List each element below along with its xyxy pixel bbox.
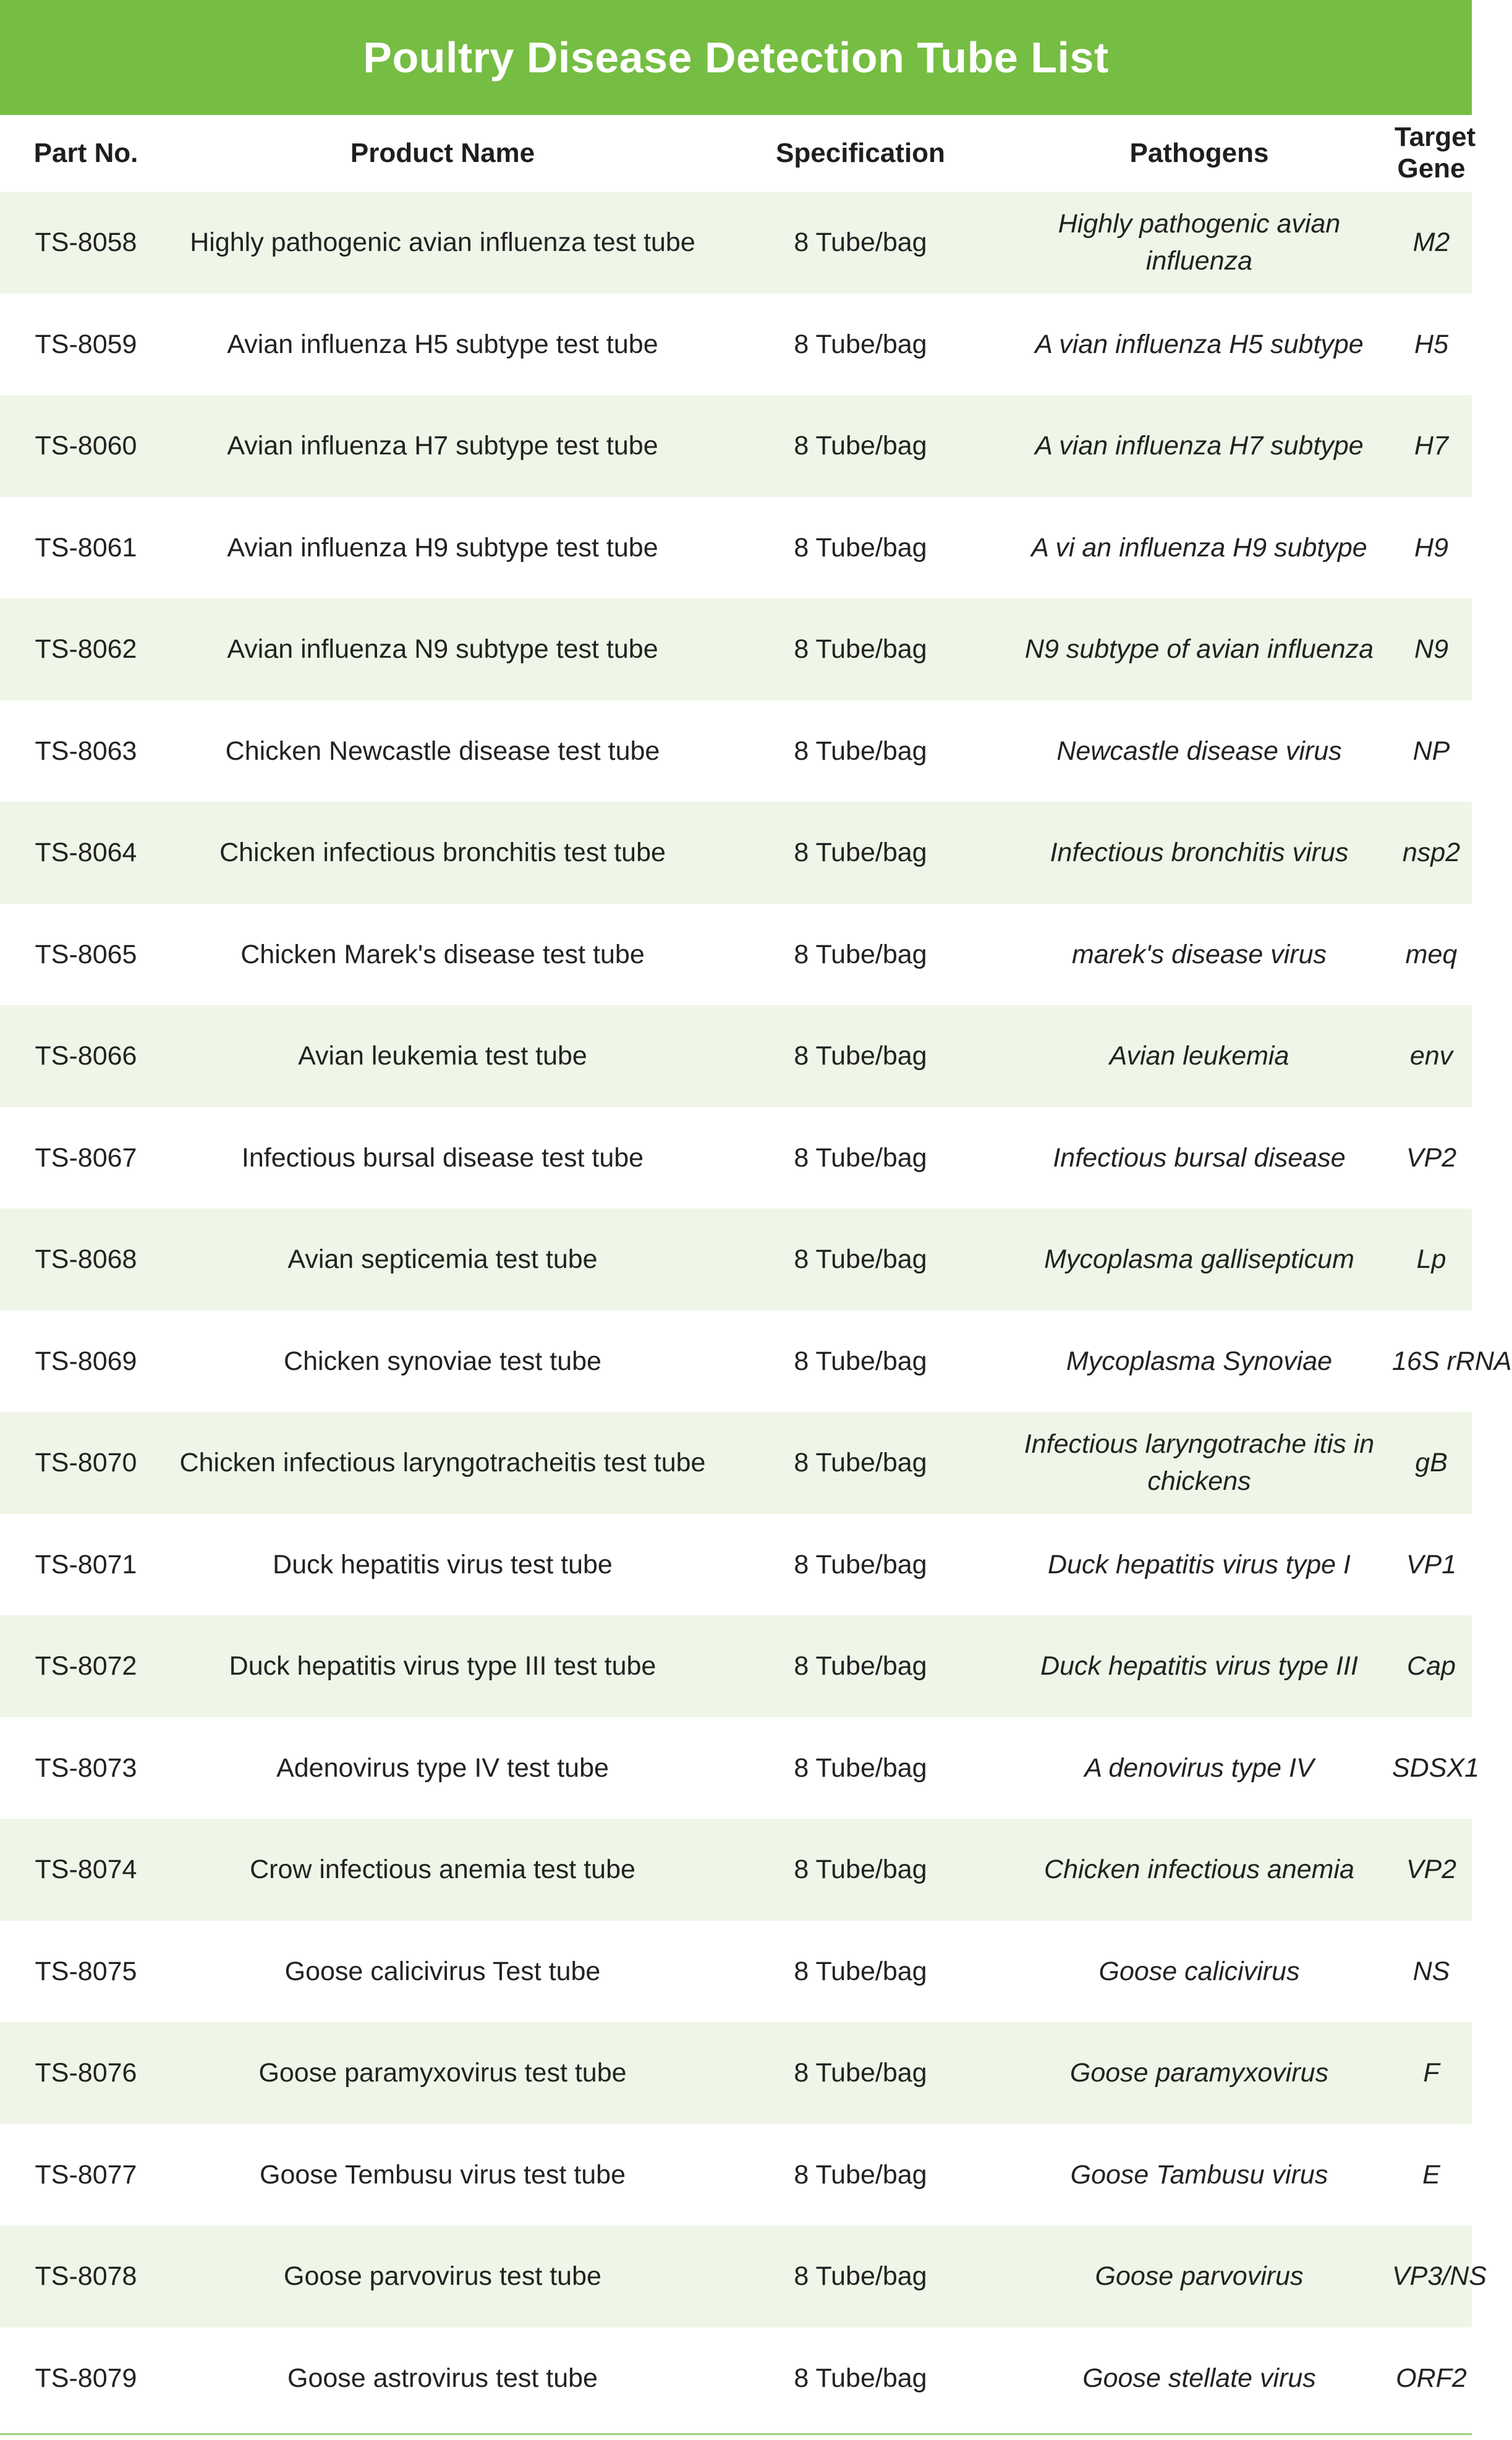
table-row [0, 1921, 1472, 2023]
cell-product-name: Avian influenza H9 subtype test tube [227, 532, 658, 563]
cell-pathogen: marek's disease virus [1071, 939, 1327, 969]
header-pathogens: Pathogens [1008, 115, 1391, 192]
cell-target-gene: env [1409, 1041, 1453, 1071]
cell-product-name: Chicken infectious laryngotracheitis test tube [179, 1448, 706, 1478]
cell-part-no: TS-8074 [35, 1855, 137, 1885]
cell-target-gene: NP [1412, 736, 1450, 766]
cell-target-gene: N9 [1414, 634, 1448, 665]
cell-specification: 8 Tube/bag [794, 736, 927, 766]
cell-target-gene: VP3/NS [1392, 2261, 1487, 2292]
cell-pathogen: A vian influenza H7 subtype [1035, 431, 1364, 461]
table-row [0, 2124, 1472, 2226]
table-row [0, 1717, 1472, 1819]
cell-specification: 8 Tube/bag [794, 1956, 927, 1986]
cell-specification: 8 Tube/bag [794, 2058, 927, 2088]
header-part-no: Part No. [0, 115, 172, 192]
cell-part-no: TS-8076 [35, 2058, 137, 2088]
header-product-name: Product Name [172, 115, 713, 192]
cell-part-no: TS-8069 [35, 1346, 137, 1376]
cell-target-gene: Cap [1407, 1651, 1456, 1681]
table-row [0, 1412, 1472, 1514]
cell-product-name: Avian septicemia test tube [287, 1244, 598, 1275]
cell-target-gene: SDSX1 [1392, 1753, 1480, 1783]
cell-pathogen: Infectious bursal disease [1053, 1142, 1346, 1173]
cell-specification: 8 Tube/bag [794, 1549, 927, 1579]
table-row [0, 598, 1472, 700]
cell-pathogen: A denovirus type IV [1084, 1753, 1314, 1783]
table-row [0, 2327, 1472, 2429]
cell-target-gene: NS [1412, 1956, 1450, 1986]
cell-target-gene: H7 [1414, 431, 1448, 461]
header-specification: Specification [713, 115, 1008, 192]
cell-pathogen: Infectious laryngotrache itis in chickens [1024, 1429, 1375, 1497]
cell-specification: 8 Tube/bag [794, 431, 927, 461]
cell-specification: 8 Tube/bag [794, 939, 927, 969]
cell-part-no: TS-8067 [35, 1142, 137, 1173]
cell-product-name: Adenovirus type IV test tube [276, 1753, 609, 1783]
cell-pathogen: Mycoplasma Synoviae [1066, 1346, 1333, 1376]
table-header [0, 115, 1476, 192]
cell-target-gene: M2 [1412, 227, 1450, 258]
cell-target-gene: VP2 [1406, 1855, 1457, 1885]
cell-pathogen: Goose paramyxovirus [1069, 2058, 1329, 2088]
cell-part-no: TS-8059 [35, 329, 137, 359]
cell-target-gene: meq [1405, 939, 1458, 969]
cell-target-gene: Lp [1416, 1244, 1446, 1275]
cell-pathogen: Goose calicivirus [1098, 1956, 1300, 1986]
cell-pathogen: Mycoplasma gallisepticum [1044, 1244, 1354, 1275]
cell-part-no: TS-8060 [35, 431, 137, 461]
table-row [0, 395, 1472, 497]
cell-pathogen: Highly pathogenic avian influenza [1058, 209, 1341, 276]
cell-product-name: Avian influenza N9 subtype test tube [227, 634, 658, 665]
cell-part-no: TS-8058 [35, 227, 137, 258]
tube-list-table [0, 115, 1512, 2429]
cell-pathogen: Duck hepatitis virus type III [1040, 1651, 1358, 1681]
table-row [0, 1615, 1472, 1717]
cell-pathogen: A vi an influenza H9 subtype [1031, 532, 1367, 563]
table-row [0, 904, 1472, 1006]
cell-specification: 8 Tube/bag [794, 227, 927, 258]
header-target-gene: Target Gene [1391, 115, 1472, 192]
header-row [0, 115, 1472, 192]
cell-target-gene: VP2 [1406, 1142, 1457, 1173]
cell-target-gene: gB [1415, 1448, 1448, 1478]
cell-product-name: Goose astrovirus test tube [287, 2363, 598, 2393]
cell-part-no: TS-8066 [35, 1041, 137, 1071]
table-row [0, 802, 1472, 904]
cell-product-name: Chicken synoviae test tube [284, 1346, 601, 1376]
cell-product-name: Goose paramyxovirus test tube [258, 2058, 627, 2088]
cell-part-no: TS-8062 [35, 634, 137, 665]
cell-specification: 8 Tube/bag [794, 1346, 927, 1376]
cell-product-name: Crow infectious anemia test tube [250, 1855, 635, 1885]
cell-specification: 8 Tube/bag [794, 1041, 927, 1071]
cell-pathogen: Chicken infectious anemia [1044, 1855, 1354, 1885]
table-row [0, 1311, 1472, 1413]
cell-product-name: Goose Tembusu virus test tube [260, 2159, 626, 2190]
cell-product-name: Chicken Marek's disease test tube [240, 939, 645, 969]
cell-specification: 8 Tube/bag [794, 2159, 927, 2190]
cell-pathogen: Duck hepatitis virus type I [1048, 1549, 1351, 1579]
cell-product-name: Goose parvovirus test tube [284, 2261, 601, 2292]
cell-product-name: Infectious bursal disease test tube [241, 1142, 644, 1173]
table-row [0, 2022, 1472, 2124]
cell-product-name: Highly pathogenic avian influenza test tube [190, 227, 695, 258]
table-row [0, 1107, 1472, 1209]
cell-product-name: Avian influenza H7 subtype test tube [227, 431, 658, 461]
cell-pathogen: Goose stellate virus [1082, 2363, 1316, 2393]
cell-specification: 8 Tube/bag [794, 1753, 927, 1783]
cell-part-no: TS-8064 [35, 838, 137, 868]
cell-target-gene: ORF2 [1396, 2363, 1467, 2393]
table-row [0, 2225, 1472, 2327]
cell-part-no: TS-8068 [35, 1244, 137, 1275]
table-row [0, 700, 1472, 802]
title-bar [0, 0, 1472, 115]
cell-specification: 8 Tube/bag [794, 1855, 927, 1885]
cell-part-no: TS-8072 [35, 1651, 137, 1681]
cell-product-name: Duck hepatitis virus type III test tube [229, 1651, 656, 1681]
cell-part-no: TS-8063 [35, 736, 137, 766]
cell-specification: 8 Tube/bag [794, 1142, 927, 1173]
cell-specification: 8 Tube/bag [794, 532, 927, 563]
table-row [0, 192, 1472, 294]
cell-part-no: TS-8061 [35, 532, 137, 563]
table-row [0, 1819, 1472, 1921]
cell-product-name: Goose calicivirus Test tube [284, 1956, 601, 1986]
cell-part-no: TS-8071 [35, 1549, 137, 1579]
table-row [0, 1514, 1472, 1616]
cell-pathogen: N9 subtype of avian influenza [1024, 634, 1374, 665]
cell-part-no: TS-8077 [35, 2159, 137, 2190]
table-row [0, 294, 1472, 396]
cell-product-name: Chicken infectious bronchitis test tube [219, 838, 666, 868]
cell-product-name: Duck hepatitis virus test tube [273, 1549, 613, 1579]
cell-target-gene: F [1423, 2058, 1440, 2088]
cell-part-no: TS-8073 [35, 1753, 137, 1783]
bottom-divider [0, 2433, 1472, 2435]
cell-part-no: TS-8065 [35, 939, 137, 969]
cell-specification: 8 Tube/bag [794, 1448, 927, 1478]
cell-specification: 8 Tube/bag [794, 634, 927, 665]
cell-target-gene: E [1422, 2159, 1440, 2190]
cell-specification: 8 Tube/bag [794, 2261, 927, 2292]
page-title: Poultry Disease Detection Tube List [363, 33, 1109, 82]
cell-specification: 8 Tube/bag [794, 2363, 927, 2393]
cell-target-gene: VP1 [1406, 1549, 1457, 1579]
cell-target-gene: 16S rRNA [1392, 1346, 1512, 1376]
cell-specification: 8 Tube/bag [794, 329, 927, 359]
cell-part-no: TS-8070 [35, 1448, 137, 1478]
cell-part-no: TS-8079 [35, 2363, 137, 2393]
cell-target-gene: nsp2 [1402, 838, 1461, 868]
cell-product-name: Chicken Newcastle disease test tube [225, 736, 660, 766]
cell-pathogen: Newcastle disease virus [1056, 736, 1342, 766]
cell-part-no: TS-8078 [35, 2261, 137, 2292]
cell-pathogen: A vian influenza H5 subtype [1035, 329, 1364, 359]
cell-product-name: Avian leukemia test tube [298, 1041, 587, 1071]
cell-pathogen: Avian leukemia [1109, 1041, 1289, 1071]
cell-pathogen: Goose Tambusu virus [1070, 2159, 1328, 2190]
cell-specification: 8 Tube/bag [794, 1244, 927, 1275]
table-row [0, 1209, 1472, 1311]
cell-specification: 8 Tube/bag [794, 838, 927, 868]
cell-product-name: Avian influenza H5 subtype test tube [227, 329, 658, 359]
table-row [0, 497, 1472, 599]
cell-target-gene: H5 [1414, 329, 1448, 359]
cell-target-gene: H9 [1414, 532, 1448, 563]
table-body [0, 192, 1512, 2429]
cell-specification: 8 Tube/bag [794, 1651, 927, 1681]
table-row [0, 1005, 1472, 1107]
cell-pathogen: Infectious bronchitis virus [1050, 838, 1349, 868]
cell-part-no: TS-8075 [35, 1956, 137, 1986]
cell-pathogen: Goose parvovirus [1095, 2261, 1304, 2292]
